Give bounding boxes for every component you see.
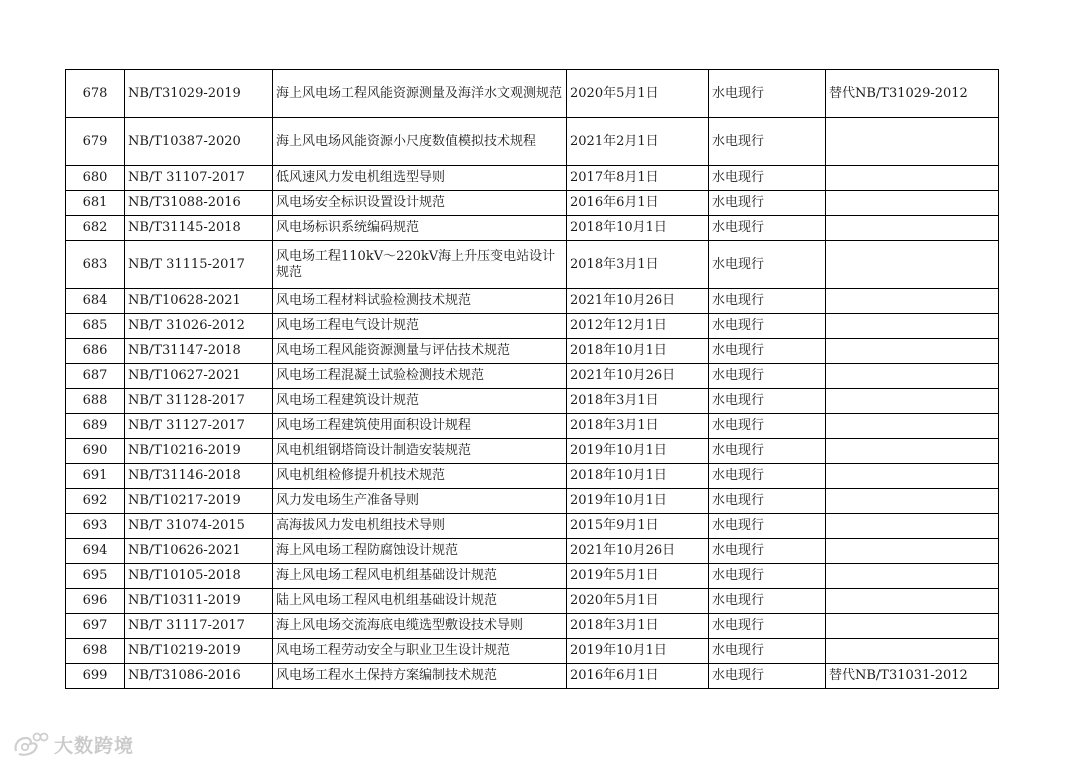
- table-row: [66, 118, 999, 166]
- cell-standard-name: 风电场标识系统编码规范: [273, 216, 567, 241]
- cell-remark: [826, 389, 999, 414]
- table-row: [66, 191, 999, 216]
- cell-remark: [826, 614, 999, 639]
- cell-effective-date: 2012年12月1日: [567, 314, 709, 339]
- cell-status: 水电现行: [709, 166, 826, 191]
- cell-effective-date: 2021年10月26日: [567, 289, 709, 314]
- cell-standard-name: 风电场工程110kV～220kV海上升压变电站设计规范: [273, 241, 567, 289]
- cell-standard-code: NB/T10626-2021: [125, 539, 273, 564]
- cell-status: 水电现行: [709, 241, 826, 289]
- cell-effective-date: 2018年10月1日: [567, 464, 709, 489]
- cell-standard-name: 风电场工程水土保持方案编制技术规范: [273, 664, 567, 689]
- cell-standard-code: NB/T10628-2021: [125, 289, 273, 314]
- cell-standard-name: 风电场工程电气设计规范: [273, 314, 567, 339]
- cell-effective-date: 2017年8月1日: [567, 166, 709, 191]
- table-row: [66, 539, 999, 564]
- table-row: [66, 639, 999, 664]
- table-row: [66, 614, 999, 639]
- table-row: [66, 314, 999, 339]
- table-row: [66, 489, 999, 514]
- cell-standard-name: 风电场工程混凝土试验检测技术规范: [273, 364, 567, 389]
- cell-status: 水电现行: [709, 539, 826, 564]
- cell-effective-date: 2019年10月1日: [567, 439, 709, 464]
- cell-standard-code: NB/T 31026-2012: [125, 314, 273, 339]
- cell-effective-date: 2021年2月1日: [567, 118, 709, 166]
- cell-number: 681: [66, 191, 125, 216]
- cell-number: 693: [66, 514, 125, 539]
- cell-standard-name: 风力发电场生产准备导则: [273, 489, 567, 514]
- table-row: [66, 664, 999, 689]
- table-row: [66, 364, 999, 389]
- table-row: [66, 339, 999, 364]
- cell-status: 水电现行: [709, 489, 826, 514]
- cell-remark: 替代NB/T31029-2012: [826, 70, 999, 118]
- cell-standard-code: NB/T 31115-2017: [125, 241, 273, 289]
- cell-standard-code: NB/T10105-2018: [125, 564, 273, 589]
- cell-standard-name: 海上风电场工程风能资源测量及海洋水文观测规范: [273, 70, 567, 118]
- cell-effective-date: 2019年10月1日: [567, 489, 709, 514]
- cell-effective-date: 2018年3月1日: [567, 614, 709, 639]
- cell-standard-code: NB/T31145-2018: [125, 216, 273, 241]
- cell-remark: [826, 639, 999, 664]
- cell-remark: [826, 489, 999, 514]
- cell-standard-name: 风电场工程风能资源测量与评估技术规范: [273, 339, 567, 364]
- table-row: [66, 241, 999, 289]
- cell-remark: [826, 166, 999, 191]
- cell-status: 水电现行: [709, 664, 826, 689]
- cell-effective-date: 2020年5月1日: [567, 70, 709, 118]
- cell-remark: [826, 364, 999, 389]
- cell-number: 698: [66, 639, 125, 664]
- cell-number: 699: [66, 664, 125, 689]
- cell-standard-code: NB/T31086-2016: [125, 664, 273, 689]
- cell-status: 水电现行: [709, 564, 826, 589]
- cell-status: 水电现行: [709, 339, 826, 364]
- cell-remark: [826, 414, 999, 439]
- cell-standard-name: 低风速风力发电机组选型导则: [273, 166, 567, 191]
- cell-number: 688: [66, 389, 125, 414]
- cell-standard-name: 高海拔风力发电机组技术导则: [273, 514, 567, 539]
- cell-number: 686: [66, 339, 125, 364]
- table-body: [66, 70, 999, 689]
- cell-effective-date: 2018年3月1日: [567, 241, 709, 289]
- cell-remark: [826, 118, 999, 166]
- cell-remark: [826, 464, 999, 489]
- cell-status: 水电现行: [709, 414, 826, 439]
- cell-number: 687: [66, 364, 125, 389]
- cell-standard-name: 风电场工程材料试验检测技术规范: [273, 289, 567, 314]
- cell-status: 水电现行: [709, 314, 826, 339]
- cell-number: 695: [66, 564, 125, 589]
- cell-standard-name: 海上风电场交流海底电缆选型敷设技术导则: [273, 614, 567, 639]
- cell-standard-code: NB/T 31074-2015: [125, 514, 273, 539]
- cell-number: 690: [66, 439, 125, 464]
- cell-standard-code: NB/T10311-2019: [125, 589, 273, 614]
- cell-number: 689: [66, 414, 125, 439]
- cell-number: 682: [66, 216, 125, 241]
- cell-standard-code: NB/T 31107-2017: [125, 166, 273, 191]
- cell-status: 水电现行: [709, 70, 826, 118]
- cell-effective-date: 2021年10月26日: [567, 539, 709, 564]
- table-row: [66, 166, 999, 191]
- cell-status: 水电现行: [709, 639, 826, 664]
- table-row: [66, 464, 999, 489]
- cell-standard-name: 陆上风电场工程风电机组基础设计规范: [273, 589, 567, 614]
- cell-number: 679: [66, 118, 125, 166]
- cell-standard-name: 风电机组钢塔筒设计制造安装规范: [273, 439, 567, 464]
- cell-standard-name: 海上风电场风能资源小尺度数值模拟技术规程: [273, 118, 567, 166]
- cell-remark: [826, 241, 999, 289]
- cell-standard-code: NB/T10627-2021: [125, 364, 273, 389]
- cell-status: 水电现行: [709, 439, 826, 464]
- cell-standard-name: 风电场安全标识设置设计规范: [273, 191, 567, 216]
- cell-remark: [826, 191, 999, 216]
- standards-table: [65, 69, 999, 689]
- watermark: [10, 729, 134, 759]
- cell-effective-date: 2016年6月1日: [567, 664, 709, 689]
- table-row: [66, 564, 999, 589]
- cell-number: 680: [66, 166, 125, 191]
- cell-remark: [826, 514, 999, 539]
- cell-standard-code: NB/T31029-2019: [125, 70, 273, 118]
- cell-effective-date: 2019年10月1日: [567, 639, 709, 664]
- cell-effective-date: 2018年10月1日: [567, 339, 709, 364]
- cell-remark: [826, 216, 999, 241]
- cell-status: 水电现行: [709, 589, 826, 614]
- cell-standard-code: NB/T31147-2018: [125, 339, 273, 364]
- cell-status: 水电现行: [709, 191, 826, 216]
- cell-standard-code: NB/T10387-2020: [125, 118, 273, 166]
- cell-status: 水电现行: [709, 118, 826, 166]
- cell-standard-name: 风电机组检修提升机技术规范: [273, 464, 567, 489]
- cell-remark: [826, 314, 999, 339]
- table-row: [66, 514, 999, 539]
- cell-number: 697: [66, 614, 125, 639]
- cell-remark: [826, 539, 999, 564]
- cell-standard-code: NB/T31088-2016: [125, 191, 273, 216]
- cell-effective-date: 2018年3月1日: [567, 414, 709, 439]
- table-row: [66, 439, 999, 464]
- cell-standard-name: 海上风电场工程风电机组基础设计规范: [273, 564, 567, 589]
- cell-effective-date: 2019年5月1日: [567, 564, 709, 589]
- cell-standard-code: NB/T10219-2019: [125, 639, 273, 664]
- table-row: [66, 389, 999, 414]
- cell-standard-name: 海上风电场工程防腐蚀设计规范: [273, 539, 567, 564]
- cell-remark: [826, 339, 999, 364]
- cell-number: 685: [66, 314, 125, 339]
- cell-effective-date: 2018年10月1日: [567, 216, 709, 241]
- cell-remark: 替代NB/T31031-2012: [826, 664, 999, 689]
- table-row: [66, 70, 999, 118]
- cell-effective-date: 2018年3月1日: [567, 389, 709, 414]
- cell-remark: [826, 289, 999, 314]
- cell-standard-code: NB/T 31117-2017: [125, 614, 273, 639]
- cell-number: 694: [66, 539, 125, 564]
- cell-status: 水电现行: [709, 289, 826, 314]
- table-row: [66, 589, 999, 614]
- cell-effective-date: 2020年5月1日: [567, 589, 709, 614]
- table-row: [66, 216, 999, 241]
- cell-effective-date: 2016年6月1日: [567, 191, 709, 216]
- cell-standard-code: NB/T 31128-2017: [125, 389, 273, 414]
- cell-standard-name: 风电场工程建筑设计规范: [273, 389, 567, 414]
- cell-standard-code: NB/T 31127-2017: [125, 414, 273, 439]
- cell-number: 691: [66, 464, 125, 489]
- cell-status: 水电现行: [709, 464, 826, 489]
- cell-status: 水电现行: [709, 364, 826, 389]
- cell-remark: [826, 589, 999, 614]
- cell-standard-name: 风电场工程劳动安全与职业卫生设计规范: [273, 639, 567, 664]
- weibo-logo-icon: [10, 729, 50, 759]
- watermark-text: 大数跨境: [54, 734, 135, 757]
- cell-standard-name: 风电场工程建筑使用面积设计规程: [273, 414, 567, 439]
- cell-standard-code: NB/T10216-2019: [125, 439, 273, 464]
- cell-status: 水电现行: [709, 614, 826, 639]
- cell-number: 678: [66, 70, 125, 118]
- cell-standard-code: NB/T31146-2018: [125, 464, 273, 489]
- cell-status: 水电现行: [709, 389, 826, 414]
- cell-status: 水电现行: [709, 216, 826, 241]
- cell-number: 683: [66, 241, 125, 289]
- cell-effective-date: 2015年9月1日: [567, 514, 709, 539]
- cell-standard-code: NB/T10217-2019: [125, 489, 273, 514]
- cell-number: 692: [66, 489, 125, 514]
- cell-remark: [826, 564, 999, 589]
- cell-number: 684: [66, 289, 125, 314]
- cell-remark: [826, 439, 999, 464]
- cell-status: 水电现行: [709, 514, 826, 539]
- table-row: [66, 414, 999, 439]
- table-row: [66, 289, 999, 314]
- cell-number: 696: [66, 589, 125, 614]
- cell-effective-date: 2021年10月26日: [567, 364, 709, 389]
